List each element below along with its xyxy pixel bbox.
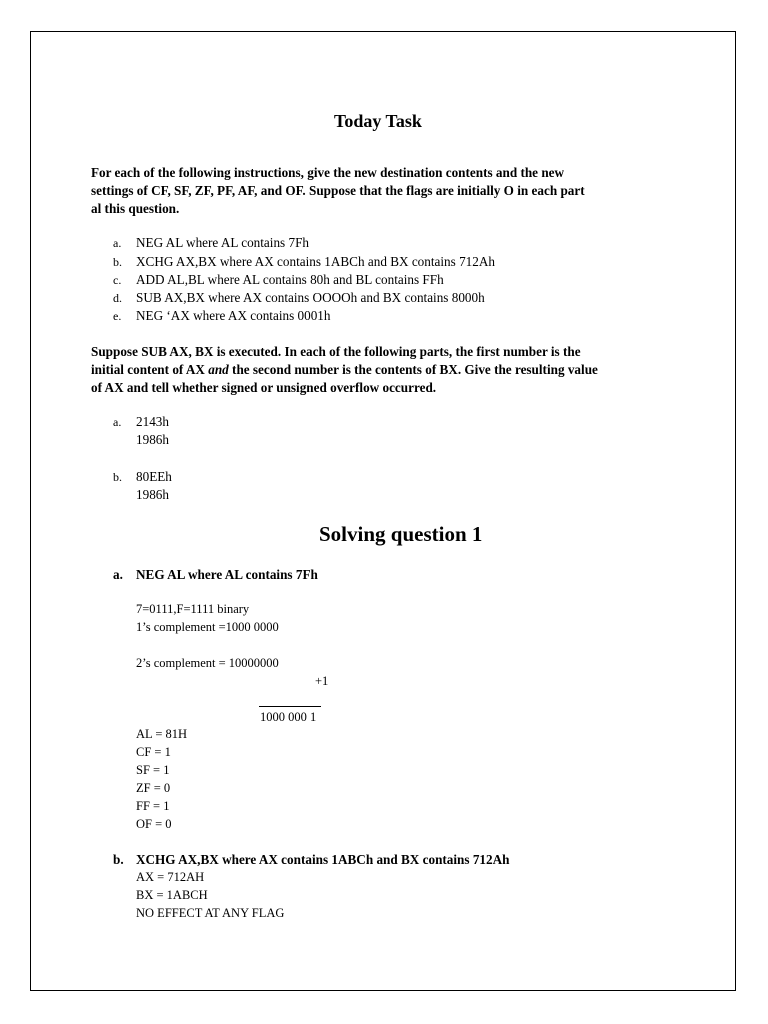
- result-line: AL = 81H: [136, 727, 188, 741]
- list-item-text: NEG AL where AL contains 7Fh: [136, 235, 309, 250]
- sum-rule: [259, 706, 321, 707]
- list-item-value: 80EEh: [136, 469, 172, 484]
- list-item-letter: b.: [113, 470, 122, 484]
- list-item-text: SUB AX,BX where AX contains OOOOh and BX contains 8000h: [136, 290, 485, 305]
- list-item-letter: c.: [113, 273, 122, 287]
- list-item-value: 1986h: [136, 487, 169, 502]
- list-item-text: XCHG AX,BX where AX contains 1ABCh and BX contains 712Ah: [136, 254, 495, 269]
- result-line: SF = 1: [136, 763, 170, 777]
- result-line: OF = 0: [136, 817, 172, 831]
- ones-complement-line: 1’s complement =1000 0000: [136, 620, 279, 634]
- result-line: ZF = 0: [136, 781, 171, 795]
- task2-prompt-line: [91, 362, 598, 378]
- task2-emphasis: and: [208, 362, 229, 377]
- page-title: Today Task: [334, 111, 422, 131]
- plus-one: +1: [315, 674, 329, 688]
- list-item-value: 1986h: [136, 432, 169, 447]
- part-a-title: NEG AL where AL contains 7Fh: [136, 567, 318, 582]
- list-item-text: NEG ‘AX where AX contains 0001h: [136, 308, 331, 323]
- list-item-letter: b.: [113, 255, 122, 269]
- task2-text: the second number is the contents of BX. Give the resulting value: [228, 362, 598, 377]
- result-line: FF = 1: [136, 799, 170, 813]
- part-b-title: XCHG AX,BX where AX contains 1ABCh and BX contains 712Ah: [136, 852, 510, 867]
- binary-line: 7=0111,F=1111 binary: [136, 602, 250, 616]
- list-item-letter: a.: [113, 236, 122, 250]
- task2-prompt-line: of AX and tell whether signed or unsigned overflow occurred.: [91, 380, 437, 395]
- task1-prompt-line: al this question.: [91, 201, 180, 216]
- twos-complement-line: 2’s complement = 10000000: [136, 656, 279, 670]
- result-line: CF = 1: [136, 745, 171, 759]
- list-item-letter: d.: [113, 291, 122, 305]
- result-line: AX = 712AH: [136, 870, 205, 884]
- task2-text: initial content of AX: [91, 362, 209, 377]
- sum-line: 1000 000 1: [260, 710, 317, 724]
- solution-heading: Solving question 1: [319, 522, 483, 546]
- task1-prompt-line: For each of the following instructions, give the new destination contents and the new: [91, 165, 565, 180]
- list-item-letter: e.: [113, 309, 122, 323]
- list-item-text: ADD AL,BL where AL contains 80h and BL contains FFh: [136, 272, 444, 287]
- part-a-letter: a.: [113, 567, 123, 582]
- list-item-letter: a.: [113, 415, 122, 429]
- result-line: NO EFFECT AT ANY FLAG: [136, 906, 285, 920]
- part-b-letter: b.: [113, 852, 124, 867]
- task2-prompt-line: Suppose SUB AX, BX is executed. In each of the following parts, the first number is the: [91, 344, 581, 359]
- list-item-value: 2143h: [136, 414, 169, 429]
- task1-prompt-line: settings of CF, SF, ZF, PF, AF, and OF. Suppose that the flags are initially O in each part: [91, 183, 585, 198]
- result-line: BX = 1ABCH: [136, 888, 208, 902]
